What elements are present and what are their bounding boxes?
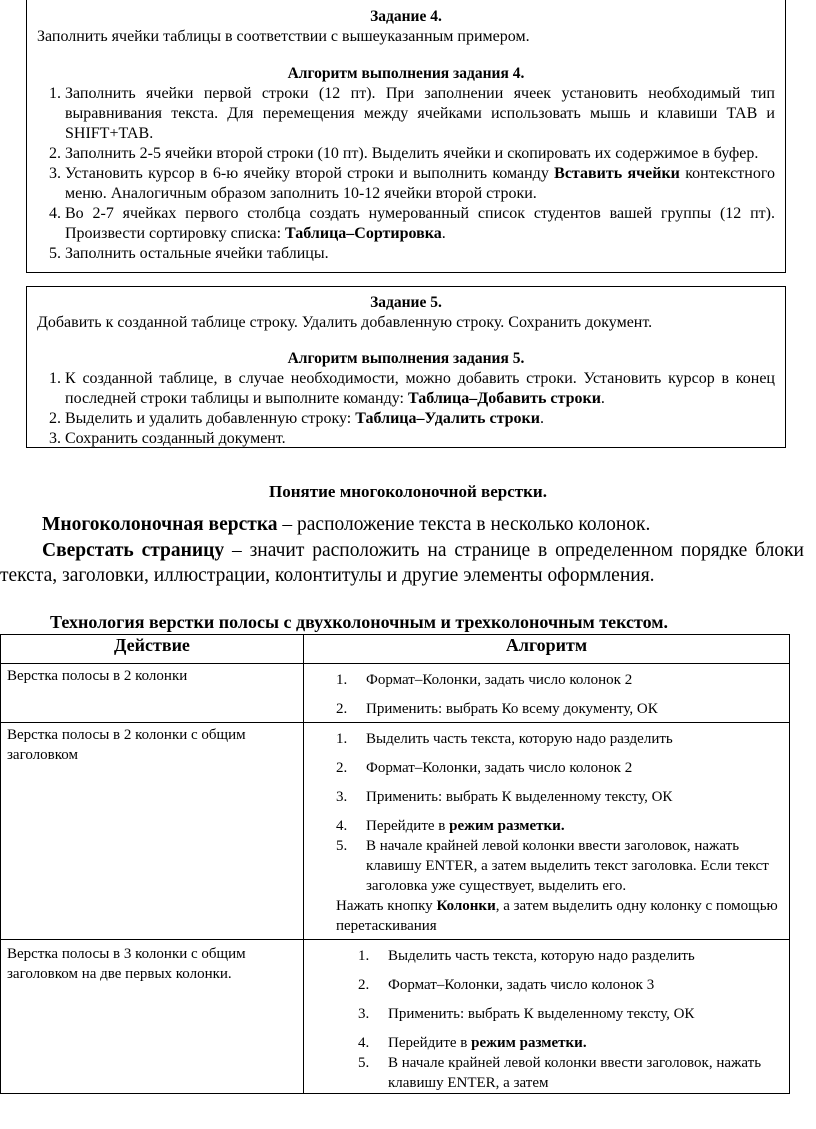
note-text: , а затем выделить одну колонку с помощью перетаскивания: [336, 898, 778, 934]
table-row: [1, 940, 790, 1094]
concept-paragraph-2: [0, 538, 804, 588]
table-title: Технология верстки полосы с двухколоночным и трехколоночным текстом.: [50, 612, 669, 632]
list-item-text: Применить: выбрать К выделенному тексту, ОК: [388, 1006, 695, 1022]
concept-definition-1: – расположение текста в несколько колонок.: [277, 514, 651, 535]
list-item: 2. Формат–Колонки, задать число колонок 2: [336, 760, 633, 776]
column-header-action: Действие: [1, 635, 304, 664]
list-item-text: Перейдите в: [388, 1035, 472, 1051]
list-item: 1. Выделить часть текста, которую надо разделить: [336, 731, 673, 747]
task4-step-2: 2. Заполнить 2-5 ячейки второй строки (10 пт). Выделить ячейки и скопировать их содержимое в буфер.: [65, 144, 775, 164]
task4-step-4: [65, 204, 775, 244]
task5-steps: [27, 369, 785, 449]
task4-subtitle: Заполнить ячейки таблицы в соответствии с вышеуказанным примером.: [37, 28, 530, 45]
list-item: 2. Формат–Колонки, задать число колонок 3: [358, 977, 655, 993]
table-row: [1, 723, 790, 940]
task5-subtitle: Добавить к созданной таблице строку. Удалить добавленную строку. Сохранить документ.: [37, 314, 653, 331]
list-item: 1. Формат–Колонки, задать число колонок 2: [336, 672, 633, 688]
list-item: 5. В начале крайней левой колонки ввести заголовок, нажать клавишу ENTER, а затем выделить текст заголовка. Если текст заголовка уже существует, выделить его.: [336, 838, 769, 894]
task4-step-4-text: Во 2-7 ячейках первого столбца создать нумерованный список студентов вашей группы (12 пт). Произвести сортировку списка:: [65, 205, 775, 242]
task4-box: [26, 0, 786, 273]
list-item-text: Применить: выбрать Ко всему документу, ОК: [366, 701, 658, 717]
task4-step-3-text: Установить курсор в 6-ю ячейку второй строки и выполнить команду: [65, 165, 549, 182]
table-header-row: [1, 635, 790, 664]
list-item-text: Формат–Колонки, задать число колонок 3: [388, 977, 655, 993]
task4-step-3-tail: контекстного меню. Аналогичным образом заполнить 10-12 ячейки второй строки.: [65, 165, 776, 202]
row2-note: [310, 896, 783, 936]
row3-algorithm: [304, 940, 790, 1094]
concept-title: Понятие многоколоночной верстки.: [269, 482, 547, 501]
list-item-text: В начале крайней левой колонки ввести заголовок, нажать клавишу ENTER, а затем: [388, 1055, 762, 1091]
row2-action: Верстка полосы в 2 колонки с общим заголовком: [1, 723, 304, 940]
list-item-text: Перейдите в: [366, 818, 450, 834]
list-item: 5. В начале крайней левой колонки ввести заголовок, нажать клавишу ENTER, а затем: [358, 1055, 762, 1091]
list-item-text: Формат–Колонки, задать число колонок 2: [366, 672, 633, 688]
list-item-text: Выделить часть текста, которую надо разделить: [366, 731, 673, 747]
concept-term-2: Сверстать страницу: [42, 540, 225, 561]
list-item-text: В начале крайней левой колонки ввести заголовок, нажать клавишу ENTER, а затем выделить текст заголовка. Если текст заголовка уже существует, выделить его.: [366, 838, 769, 894]
list-item: 4. Перейдите в режим разметки.: [336, 818, 565, 834]
task4-algo-title: Алгоритм выполнения задания 4.: [287, 65, 525, 82]
task5-step-2-command: Таблица–Удалить строки: [355, 410, 540, 427]
list-item-bold: режим разметки.: [449, 818, 565, 834]
task4-step-4-tail: .: [441, 225, 446, 242]
task5-box: [26, 286, 786, 448]
column-header-algorithm: Алгоритм: [304, 635, 790, 664]
task5-step-2-dot: .: [539, 410, 544, 427]
concept-paragraph-1: [0, 512, 804, 537]
list-item-text: Выделить часть текста, которую надо разделить: [388, 948, 695, 964]
row1-action: Верстка полосы в 2 колонки: [1, 664, 304, 723]
layout-table: [0, 634, 790, 1094]
task5-step-1-command: Таблица–Добавить строки: [407, 390, 601, 407]
task4-step-4-command: Таблица–Сортировка: [285, 225, 442, 242]
task4-step-3: [65, 164, 775, 204]
list-item-bold: режим разметки.: [471, 1035, 587, 1051]
task5-algo-title: Алгоритм выполнения задания 5.: [287, 350, 525, 367]
note-bold: Колонки: [436, 898, 496, 914]
task4-steps: [27, 84, 785, 264]
list-item-text: Применить: выбрать К выделенному тексту, ОК: [366, 789, 673, 805]
list-item: 1. Выделить часть текста, которую надо разделить: [358, 948, 695, 964]
task4-step-3-command: Вставить ячейки: [554, 165, 680, 182]
row3-action: Верстка полосы в 3 колонки с общим заголовком на две первых колонки.: [1, 940, 304, 1094]
list-item: 4. Перейдите в режим разметки.: [358, 1035, 587, 1051]
task5-step-1-dot: .: [600, 390, 605, 407]
task4-title: Задание 4.: [370, 8, 442, 25]
task5-step-2: [65, 409, 775, 429]
note-text: Нажать кнопку: [336, 898, 437, 914]
task5-step-1: [65, 369, 775, 409]
concept-term-1: Многоколоночная верстка: [42, 514, 278, 535]
task5-step-2-text: Выделить и удалить добавленную строку:: [65, 410, 352, 427]
list-item: 2. Применить: выбрать Ко всему документу, ОК: [336, 701, 658, 717]
task4-step-1: 1. Заполнить ячейки первой строки (12 пт). При заполнении ячеек установить необходимый тип выравнивания текста. Для перемещения между ячейками использовать мышь и клавиши TAB и SHIFT+TAB.: [65, 84, 775, 144]
table-row: [1, 664, 790, 723]
row2-algorithm: [304, 723, 790, 940]
task5-step-3: 3. Сохранить созданный документ.: [65, 429, 775, 449]
task4-step-5: 5. Заполнить остальные ячейки таблицы.: [65, 244, 775, 264]
list-item: 3. Применить: выбрать К выделенному тексту, ОК: [336, 789, 673, 805]
row1-algorithm: [304, 664, 790, 723]
task5-title: Задание 5.: [370, 294, 442, 311]
task5-step-1-text: К созданной таблице, в случае необходимости, можно добавить строки. Установить курсор в конец последней строки таблицы и выполните команду:: [65, 370, 775, 407]
list-item: 3. Применить: выбрать К выделенному тексту, ОК: [358, 1006, 695, 1022]
list-item-text: Формат–Колонки, задать число колонок 2: [366, 760, 633, 776]
concept-definition-2: – значит расположить на странице в определенном порядке блоки текста, заголовки, иллюстрации, колонтитулы и другие элементы оформления.: [0, 540, 804, 586]
